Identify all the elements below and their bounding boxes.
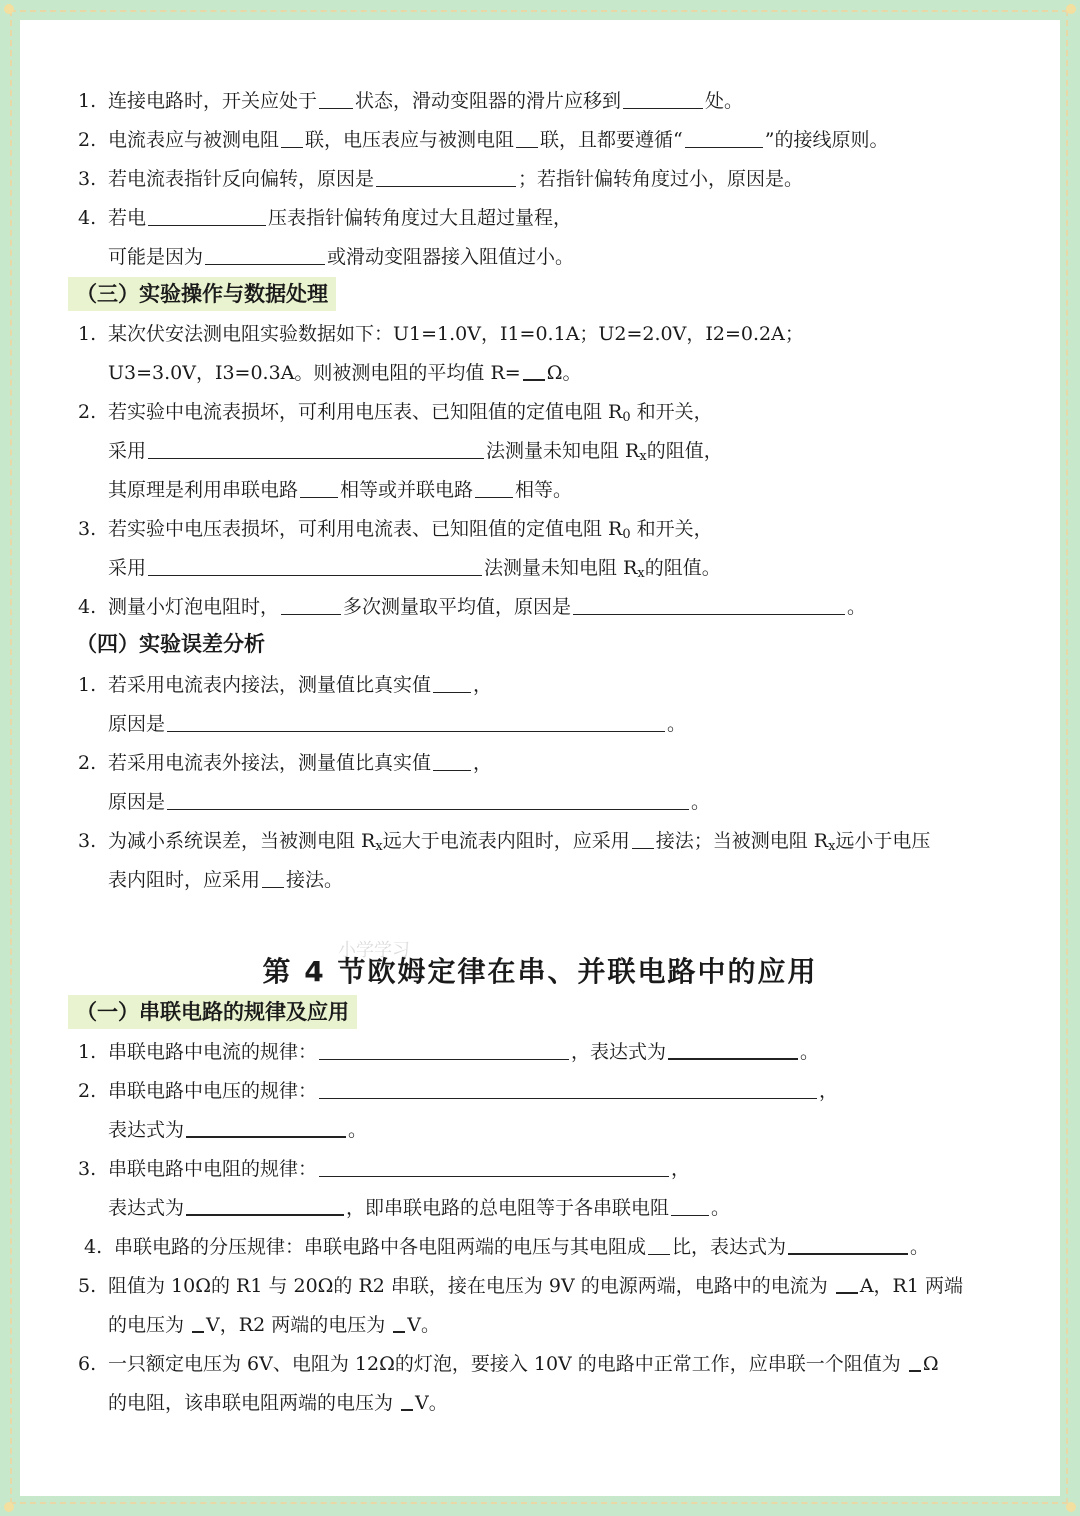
question-text: 相等或并联电路 <box>340 479 474 501</box>
question-number: 3. <box>78 1158 97 1180</box>
question-3 <box>78 167 803 191</box>
question-text: 若实验中电压表损坏，可利用电流表、已知阻值的定值电阻 R <box>108 518 623 540</box>
question-text: ，即串联电路的总电阻等于各串联电阻 <box>346 1197 670 1219</box>
question-text: 接法；当被测电阻 R <box>655 830 829 852</box>
question-text: 。 <box>667 713 687 735</box>
subscript: 0 <box>622 410 631 425</box>
question-text: Ω <box>922 1353 939 1375</box>
question-2 <box>78 1079 838 1103</box>
question-text: 串联电路的分压规律：串联电路中各电阻两端的电压与其电阻成 <box>114 1236 647 1258</box>
question-text: 一只额定电压为 6V、电阻为 12Ω的灯泡，要接入 10V 的电路中正常工作，应串联一个阻值为 <box>108 1353 907 1375</box>
answer-blank[interactable] <box>167 713 665 732</box>
question-number: 5. <box>78 1275 97 1297</box>
answer-blank[interactable] <box>148 557 482 576</box>
question-text: U3=3.0V，I3=0.3A。则被测电阻的平均值 R= <box>108 362 521 384</box>
question-text: 或滑动变阻器接入阻值过小。 <box>327 246 575 268</box>
question-3-continued <box>108 868 343 892</box>
answer-blank[interactable] <box>523 361 545 381</box>
question-text: V，R2 两端的电压为 <box>206 1314 392 1336</box>
subscript: x <box>637 566 645 581</box>
question-text: 法测量未知电阻 R <box>484 557 638 579</box>
question-text: 测量小灯泡电阻时， <box>108 596 280 618</box>
answer-blank[interactable] <box>281 596 341 615</box>
question-number: 6. <box>78 1353 97 1375</box>
answer-blank[interactable] <box>192 1313 204 1333</box>
question-text: 采用 <box>108 557 147 579</box>
question-number: 4. <box>78 596 97 618</box>
question-text: 。 <box>711 1197 731 1219</box>
question-6-continued <box>108 1391 448 1415</box>
answer-blank[interactable] <box>376 168 516 187</box>
question-text: 压表指针偏转角度过大且超过量程， <box>268 207 573 229</box>
question-2 <box>78 400 713 430</box>
question-number: 2. <box>78 752 97 774</box>
subscript: 0 <box>622 527 631 542</box>
question-text: 多次测量取平均值，原因是 <box>343 596 572 618</box>
question-number: 3. <box>78 518 97 540</box>
question-text: 串联电路中电流的规律： <box>108 1041 318 1063</box>
answer-blank[interactable] <box>433 752 471 771</box>
answer-blank[interactable] <box>632 830 654 849</box>
answer-blank[interactable] <box>788 1235 908 1255</box>
question-text: 和开关， <box>630 518 713 540</box>
question-2 <box>78 751 492 775</box>
section-header: （一）串联电路的规律及应用 <box>68 995 357 1029</box>
question-text: ；若指针偏转角度过小，原因是。 <box>518 168 804 190</box>
question-text: 和开关， <box>630 401 713 423</box>
question-number: 1. <box>78 1041 97 1063</box>
answer-blank[interactable] <box>668 1040 798 1060</box>
question-text: 的阻值。 <box>644 557 721 579</box>
corner-dot <box>1066 4 1076 14</box>
question-text: 若电 <box>108 207 147 229</box>
question-2-continued <box>108 439 723 469</box>
question-number: 2. <box>78 1080 97 1102</box>
watermark: 小学学习 <box>338 940 410 961</box>
question-text: 相等。 <box>515 479 573 501</box>
answer-blank[interactable] <box>648 1236 670 1255</box>
chapter-title: 第 4 节欧姆定律在串、并联电路中的应用 <box>262 955 818 988</box>
question-text: 法测量未知电阻 R <box>486 440 640 462</box>
question-text: 某次伏安法测电阻实验数据如下：U1=1.0V，I1=0.1A；U2=2.0V，I2=0.2A； <box>108 323 804 345</box>
question-number: 2. <box>78 401 97 423</box>
question-text: 。 <box>691 791 711 813</box>
corner-dot <box>4 4 14 14</box>
question-1 <box>78 89 743 113</box>
answer-blank[interactable] <box>836 1274 858 1294</box>
question-number: 3. <box>78 830 97 852</box>
question-text: 的电阻，该串联电阻两端的电压为 <box>108 1392 400 1414</box>
question-text: 。 <box>348 1119 368 1141</box>
question-4 <box>84 1235 929 1259</box>
question-5-continued <box>108 1313 440 1337</box>
question-text: 若采用电流表外接法，测量值比真实值 <box>108 752 432 774</box>
question-text: ， <box>473 674 493 696</box>
question-text: 串联电路中电阻的规律： <box>108 1158 318 1180</box>
question-number: 4. <box>78 207 97 229</box>
question-1-continued <box>108 361 581 385</box>
answer-blank[interactable] <box>623 90 703 109</box>
answer-blank[interactable] <box>319 1158 669 1177</box>
question-text: 若实验中电流表损坏，可利用电压表、已知阻值的定值电阻 R <box>108 401 623 423</box>
question-text: Ω。 <box>546 362 582 384</box>
question-4-continued <box>108 245 574 269</box>
section-header: （三）实验操作与数据处理 <box>68 277 336 311</box>
question-2-continued <box>108 1118 367 1142</box>
answer-blank[interactable] <box>205 246 325 265</box>
answer-blank[interactable] <box>401 1391 413 1411</box>
question-text: ”的接线原则。 <box>764 129 889 151</box>
question-text: V。 <box>415 1392 448 1414</box>
question-text: ， <box>671 1158 691 1180</box>
subscript: x <box>375 839 383 854</box>
section-header: （四）实验误差分析 <box>76 632 265 656</box>
question-number: 1. <box>78 674 97 696</box>
question-number: 1. <box>78 90 97 112</box>
question-4 <box>78 206 572 230</box>
question-3 <box>78 829 930 859</box>
question-text: 可能是因为 <box>108 246 204 268</box>
answer-blank[interactable] <box>685 129 763 148</box>
question-3-continued <box>108 556 721 586</box>
corner-dot <box>4 1502 14 1512</box>
question-text: 其原理是利用串联电路 <box>108 479 299 501</box>
question-text: 联，电压表应与被测电阻 <box>305 129 515 151</box>
question-text: 远小于电压 <box>835 830 931 852</box>
answer-blank[interactable] <box>186 1118 346 1138</box>
answer-blank[interactable] <box>516 129 538 148</box>
question-2-continued <box>108 478 572 502</box>
question-1 <box>78 322 804 346</box>
answer-blank[interactable] <box>393 1313 405 1333</box>
question-text: 若采用电流表内接法，测量值比真实值 <box>108 674 432 696</box>
question-text: 阻值为 10Ω的 R1 与 20Ω的 R2 串联，接在电压为 9V 的电源两端，电路中的电流为 <box>108 1275 834 1297</box>
question-2-continued <box>108 790 710 814</box>
question-1 <box>78 1040 819 1064</box>
subscript: x <box>828 839 836 854</box>
question-text: 表内阻时，应采用 <box>108 869 261 891</box>
answer-blank[interactable] <box>186 1196 344 1216</box>
question-3 <box>78 517 713 547</box>
question-text: 为减小系统误差，当被测电阻 R <box>108 830 376 852</box>
question-text: 状态，滑动变阻器的滑片应移到 <box>355 90 622 112</box>
question-text: A，R1 两端 <box>859 1275 963 1297</box>
question-2 <box>78 128 888 152</box>
answer-blank[interactable] <box>573 596 845 615</box>
question-text: 。 <box>910 1236 930 1258</box>
answer-blank[interactable] <box>475 479 513 498</box>
question-number: 1. <box>78 323 97 345</box>
question-text: 的阻值， <box>646 440 723 462</box>
question-text: V。 <box>407 1314 440 1336</box>
question-text: 采用 <box>108 440 147 462</box>
answer-blank[interactable] <box>167 791 689 810</box>
question-text: ， <box>819 1080 839 1102</box>
question-text: ，表达式为 <box>571 1041 667 1063</box>
question-text: ， <box>473 752 493 774</box>
answer-blank[interactable] <box>148 207 266 226</box>
subscript: x <box>639 449 647 464</box>
answer-blank[interactable] <box>319 1041 569 1060</box>
question-text: 电流表应与被测电阻 <box>108 129 280 151</box>
question-6 <box>78 1352 939 1376</box>
answer-blank[interactable] <box>300 479 338 498</box>
question-text: 。 <box>847 596 867 618</box>
question-text: 远大于电流表内阻时，应采用 <box>382 830 630 852</box>
question-number: 2. <box>78 129 97 151</box>
question-number: 4. <box>84 1236 103 1258</box>
question-text: 处。 <box>705 90 744 112</box>
question-3 <box>78 1157 690 1181</box>
question-text: 表达式为 <box>108 1197 185 1219</box>
question-1 <box>78 673 492 697</box>
question-text: 连接电路时，开关应处于 <box>108 90 318 112</box>
answer-blank[interactable] <box>262 869 284 888</box>
question-text: 接法。 <box>286 869 344 891</box>
question-text: 串联电路中电压的规律： <box>108 1080 318 1102</box>
question-text: 原因是 <box>108 791 166 813</box>
answer-blank[interactable] <box>909 1352 921 1372</box>
question-text: 若电流表指针反向偏转，原因是 <box>108 168 375 190</box>
answer-blank[interactable] <box>319 1080 817 1099</box>
answer-blank[interactable] <box>319 90 353 109</box>
question-text: 原因是 <box>108 713 166 735</box>
question-3-continued <box>108 1196 730 1220</box>
question-4 <box>78 595 866 619</box>
question-number: 3. <box>78 168 97 190</box>
question-text: 比，表达式为 <box>672 1236 787 1258</box>
corner-dot <box>1066 1502 1076 1512</box>
question-text: 。 <box>800 1041 820 1063</box>
answer-blank[interactable] <box>148 440 484 459</box>
answer-blank[interactable] <box>281 129 303 148</box>
question-text: 的电压为 <box>108 1314 191 1336</box>
question-1-continued <box>108 712 686 736</box>
answer-blank[interactable] <box>671 1197 709 1216</box>
answer-blank[interactable] <box>433 674 471 693</box>
question-text: 表达式为 <box>108 1119 185 1141</box>
question-text: 联，且都要遵循“ <box>540 129 683 151</box>
question-5 <box>78 1274 963 1298</box>
